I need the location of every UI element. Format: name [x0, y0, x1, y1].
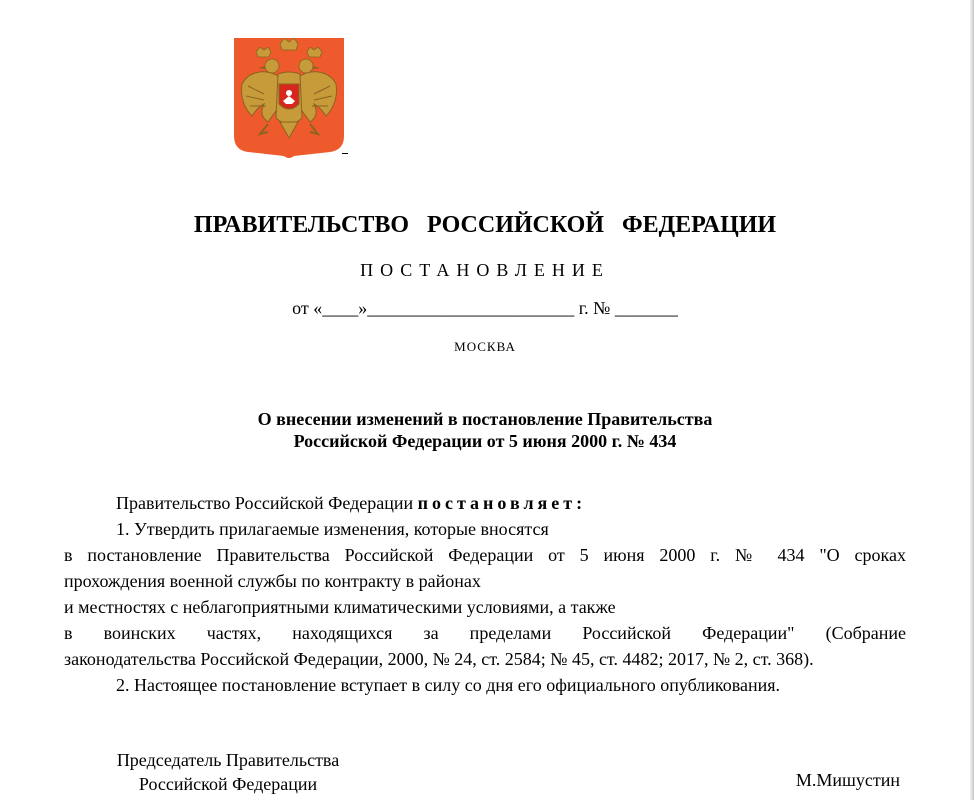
- item-1-line-3: прохождения военной службы по контракту в районах: [64, 571, 481, 591]
- signatory-title-line-1: Председатель Правительства: [116, 750, 340, 770]
- decree-body: [64, 490, 906, 698]
- resolution-intro: [64, 490, 906, 516]
- signatory-name: М.Мишустин: [795, 770, 900, 790]
- subject-line-2: Российской Федерации от 5 июня 2000 г. № 434: [293, 431, 677, 451]
- resolution-lead: Правительство Российской Федерации: [116, 493, 418, 513]
- item-2: 2. Настоящее постановление вступает в силу со дня его официального опубликования.: [116, 675, 781, 695]
- city-label: МОСКВА: [454, 339, 516, 354]
- russian-coat-of-arms-icon: [234, 38, 344, 160]
- signatory-title: [90, 748, 366, 796]
- government-title: ПРАВИТЕЛЬСТВО РОССИЙСКОЙ ФЕДЕРАЦИИ: [193, 212, 777, 238]
- subject-line-1: О внесении изменений в постановление Правительства: [257, 409, 713, 429]
- emblem-underscore-mark: [342, 153, 348, 154]
- item-1-line-5: в воинских частях, находящихся за пределами Российской Федерации" (Собрание: [64, 623, 906, 643]
- signatory-title-line-2: Российской Федерации: [138, 774, 318, 794]
- item-1-line-4: и местностях с неблагоприятными климатическими условиями, а также: [64, 597, 616, 617]
- page-edge-shadow: [970, 0, 974, 800]
- decree-subject: [0, 408, 970, 452]
- date-number-line: от «____»_______________________ г. № _______: [292, 298, 678, 318]
- item-1-line-1: 1. Утвердить прилагаемые изменения, которые вносятся: [116, 519, 549, 539]
- document-type: ПОСТАНОВЛЕНИЕ: [360, 260, 610, 280]
- item-1-line-2: в постановление Правительства Российской Федерации от 5 июня 2000 г. № 434 "О сроках: [64, 545, 906, 565]
- item-1-line-6: законодательства Российской Федерации, 2000, № 24, ст. 2584; № 45, ст. 4482; 2017, № 2, ст. 368).: [64, 649, 814, 669]
- resolution-verb: постановляет:: [417, 493, 587, 513]
